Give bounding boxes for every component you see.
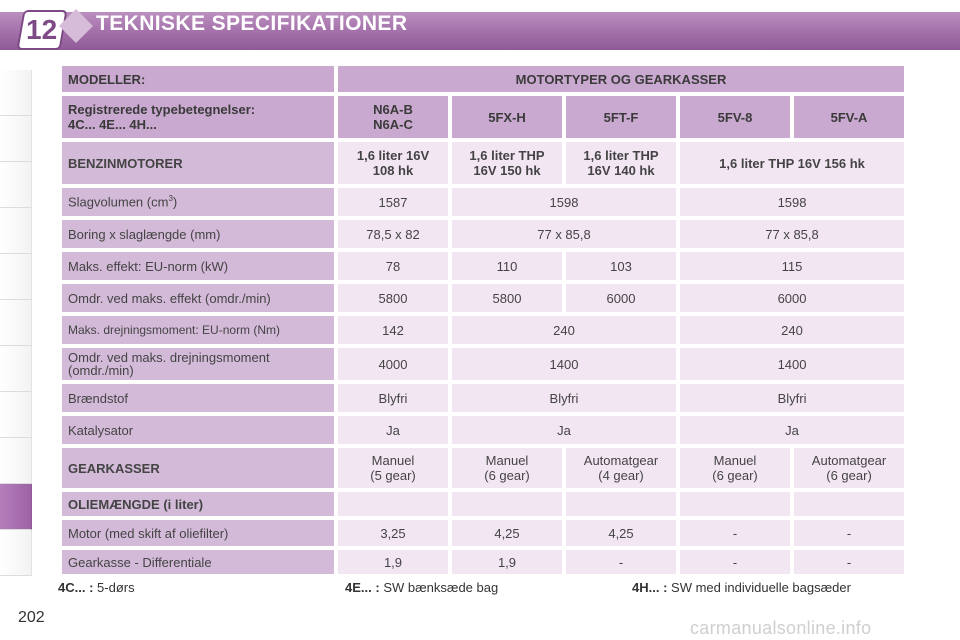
gear-cell (338, 448, 448, 488)
engine-cell (452, 142, 562, 184)
engine-line2: 16V 140 hk (587, 163, 655, 178)
gear-line1: Automatgear (583, 453, 659, 468)
side-tab-7[interactable] (0, 346, 32, 392)
row-label: Motor (med skift af oliefilter) (62, 520, 334, 546)
row-label: Maks. drejningsmoment: EU-norm (Nm) (62, 316, 334, 344)
engine-line1: 1,6 liter 16V (356, 148, 430, 163)
value-cell: 78 (338, 252, 448, 280)
spec-row-braendstof (62, 384, 904, 412)
row-label: Brændstof (62, 384, 334, 412)
value-cell: Ja (680, 416, 904, 444)
row-label-line1: Omdr. ved maks. drejningsmoment (68, 350, 270, 365)
type-cell (338, 96, 448, 138)
value-cell: 1,9 (338, 550, 448, 574)
type-line1: 5FV-8 (717, 109, 753, 125)
engine-cell: 1,6 liter THP 16V 156 hk (680, 142, 904, 184)
side-tab-3[interactable] (0, 162, 32, 208)
chapter-side-tabs (0, 70, 32, 575)
type-line1: 5FV-A (830, 109, 868, 125)
engines-header: MOTORTYPER OG GEARKASSER (338, 66, 904, 92)
side-tab-5[interactable] (0, 254, 32, 300)
engine-line2: 108 hk (372, 163, 414, 178)
type-line1: 5FX-H (488, 109, 526, 125)
engine-cell (566, 142, 676, 184)
value-cell: 78,5 x 82 (338, 220, 448, 248)
gear-line1: Manuel (485, 453, 529, 468)
spec-row-effekt (62, 252, 904, 280)
type-line1: N6A-B (373, 102, 413, 117)
row-label: Boring x slaglængde (mm) (62, 220, 334, 248)
gear-line2: (4 gear) (598, 468, 644, 483)
value-cell: 1598 (452, 188, 676, 216)
row-label: Katalysator (62, 416, 334, 444)
value-cell: 4000 (338, 348, 448, 380)
value-cell: 1400 (680, 348, 904, 380)
models-header: MODELLER: (62, 66, 334, 92)
value-cell: Blyfri (452, 384, 676, 412)
value-cell: 5800 (452, 284, 562, 312)
value-cell: 240 (452, 316, 676, 344)
value-cell: 6000 (566, 284, 676, 312)
type-cell (794, 96, 904, 138)
value-cell: 1400 (452, 348, 676, 380)
footnote-4c (58, 580, 135, 595)
header-row (62, 66, 904, 92)
type-cell (452, 96, 562, 138)
value-cell: Ja (452, 416, 676, 444)
gear-line1: Manuel (713, 453, 757, 468)
gear-line1: Automatgear (811, 453, 887, 468)
value-cell: - (794, 550, 904, 574)
row-label-line2: (omdr./min) (68, 363, 134, 378)
engine-line1: 1,6 liter THP (469, 148, 545, 163)
type-line2: N6A-C (373, 117, 413, 132)
value-cell: 240 (680, 316, 904, 344)
gear-cell (794, 448, 904, 488)
value-cell: 77 x 85,8 (680, 220, 904, 248)
value-cell: 1587 (338, 188, 448, 216)
row-label (62, 348, 334, 380)
gear-cell (566, 448, 676, 488)
footnote-code: 4E... : (345, 580, 380, 595)
value-cell: - (680, 520, 790, 546)
side-tab-4[interactable] (0, 208, 32, 254)
footnote-code: 4H... : (632, 580, 668, 595)
row-label: Maks. effekt: EU-norm (kW) (62, 252, 334, 280)
spec-row-slagvolumen (62, 188, 904, 216)
gear-line2: (6 gear) (826, 468, 872, 483)
value-cell: 1,9 (452, 550, 562, 574)
value-cell: 142 (338, 316, 448, 344)
row-label (62, 188, 334, 216)
spec-row-omdr-effekt (62, 284, 904, 312)
side-tab-2[interactable] (0, 116, 32, 162)
chapter-badge (16, 10, 67, 50)
row-label-end: ) (172, 194, 178, 210)
footnote-text: SW med individuelle bagsæder (671, 580, 851, 595)
value-cell: Ja (338, 416, 448, 444)
header-top-strip (0, 0, 960, 12)
footnote-4h (632, 580, 851, 595)
spec-row-moment (62, 316, 904, 344)
side-tab-1[interactable] (0, 70, 32, 116)
value-cell: 1598 (680, 188, 904, 216)
side-tab-12-active[interactable] (0, 484, 32, 530)
value-cell: 6000 (680, 284, 904, 312)
footnote-text: SW bænksæde bag (383, 580, 499, 595)
gear-label: GEARKASSER (62, 448, 334, 488)
spec-table (58, 62, 908, 578)
footnote-4e (345, 580, 498, 595)
gear-cell (452, 448, 562, 488)
motor-oil-row (62, 520, 904, 546)
value-cell (680, 492, 790, 516)
page-title: TEKNISKE SPECIFIKATIONER (96, 12, 408, 35)
row-label-sup: 3 (168, 194, 173, 204)
value-cell: 103 (566, 252, 676, 280)
gear-line1: Manuel (371, 453, 415, 468)
gear-line2: (6 gear) (712, 468, 758, 483)
spec-row-omdr-moment (62, 348, 904, 380)
value-cell: - (566, 550, 676, 574)
type-line1: 5FT-F (603, 109, 639, 125)
value-cell: 110 (452, 252, 562, 280)
engines-row (62, 142, 904, 184)
spec-row-boring (62, 220, 904, 248)
value-cell: - (794, 520, 904, 546)
type-cell (566, 96, 676, 138)
gear-row (62, 448, 904, 488)
row-label-text: Slagvolumen (cm (68, 194, 169, 210)
gear-line2: (5 gear) (370, 468, 416, 483)
value-cell: 4,25 (566, 520, 676, 546)
engine-cell (338, 142, 448, 184)
value-cell: - (680, 550, 790, 574)
value-cell: 115 (680, 252, 904, 280)
row-label: Omdr. ved maks. effekt (omdr./min) (62, 284, 334, 312)
side-tab-11[interactable] (0, 530, 32, 576)
types-label-line1: Registrerede typebetegnelser: (68, 102, 256, 117)
watermark: carmanualsonline.info (690, 618, 872, 638)
type-cell (680, 96, 790, 138)
value-cell (338, 492, 448, 516)
gear-line2: (6 gear) (484, 468, 530, 483)
value-cell (452, 492, 562, 516)
engine-line1: 1,6 liter THP (583, 148, 659, 163)
row-label: Gearkasse - Differentiale (62, 550, 334, 574)
gear-oil-row (62, 550, 904, 574)
side-tab-9[interactable] (0, 438, 32, 484)
benzin-label: BENZINMOTORER (62, 142, 334, 184)
types-label (62, 96, 334, 138)
types-label-line2: 4C... 4E... 4H... (68, 117, 157, 132)
value-cell: Blyfri (680, 384, 904, 412)
side-tab-6[interactable] (0, 300, 32, 346)
value-cell: 4,25 (452, 520, 562, 546)
engine-line2: 16V 150 hk (473, 163, 541, 178)
footnote-code: 4C... : (58, 580, 94, 595)
gear-cell (680, 448, 790, 488)
value-cell (794, 492, 904, 516)
oil-header-row (62, 492, 904, 516)
types-row (62, 96, 904, 138)
oil-label: OLIEMÆNGDE (i liter) (62, 492, 334, 516)
value-cell: 5800 (338, 284, 448, 312)
page-number: 202 (18, 609, 45, 626)
value-cell (566, 492, 676, 516)
spec-row-katalysator (62, 416, 904, 444)
chapter-number: 12 (26, 14, 58, 45)
side-tab-8[interactable] (0, 392, 32, 438)
value-cell: 77 x 85,8 (452, 220, 676, 248)
footnote-text: 5-dørs (97, 580, 135, 595)
value-cell: 3,25 (338, 520, 448, 546)
value-cell: Blyfri (338, 384, 448, 412)
